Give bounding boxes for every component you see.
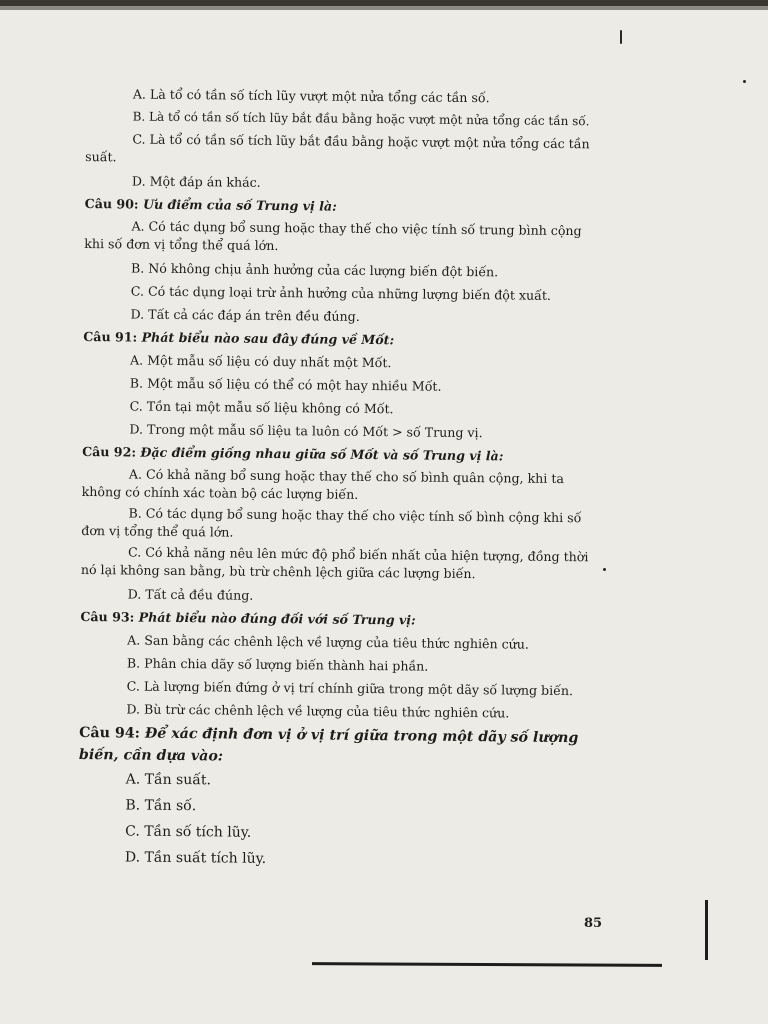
answer-a-91: A. Một mẫu số liệu có duy nhất một Mốt. [130, 352, 392, 371]
question-94-text: Để xác định đơn vị ở vị trí giữa trong một dãy số lượng biến, cần dựa vào: [78, 725, 579, 765]
question-92-label: Câu 92: [82, 443, 137, 460]
scan-speck [620, 30, 622, 44]
answer-c-93: C. Là lượng biến đứng ở vị trí chính giữa trong một dãy số lượng biến. [126, 678, 574, 699]
page-top-shadow [0, 6, 768, 10]
answer-c-91: C. Tồn tại một mẫu số liệu không có Mốt. [129, 398, 394, 417]
answer-c-90: C. Có tác dụng loại trừ ảnh hưởng của những lượng biến đột xuất. [130, 283, 552, 303]
question-93-text: Phát biểu nào đúng đối với số Trung vị: [138, 609, 416, 628]
question-90-text: Ưu điểm của số Trung vị là: [142, 196, 337, 214]
document-body [78, 82, 598, 875]
answer-d-93: D. Bù trừ các chênh lệch về lượng của tiêu thức nghiên cứu. [126, 701, 510, 721]
answer-a-89: A. Là tổ có tần số tích lũy vượt một nửa tổng các tần số. [132, 86, 490, 106]
answer-b-92: B. Có tác dụng bổ sung hoặc thay thế cho việc tính số bình cộng khi số đơn vị tổng thể quá lớn. [81, 505, 582, 540]
answer-b-89: B. Là tổ có tần số tích lũy bắt đầu bằng hoặc vượt một nửa tổng các tần số. [132, 109, 590, 129]
question-90-label: Câu 90: [84, 195, 139, 212]
answer-b-90: B. Nó không chịu ảnh hưởng của các lượng biến đột biến. [130, 260, 499, 280]
answer-c-92: C. Có khả năng nêu lên mức độ phổ biến nhất của hiện tượng, đồng thời nó lại không san bằng, bù trừ chênh lệch giữa các lượng biến. [80, 544, 589, 582]
answer-c-94: C. Tần số tích lũy. [125, 823, 252, 841]
question-91-text: Phát biểu nào sau đây đúng về Mốt: [141, 329, 395, 348]
question-91-label: Câu 91: [83, 328, 138, 345]
answer-d-92: D. Tất cả đều đúng. [127, 586, 254, 603]
answer-d-89: D. Một đáp án khác. [131, 173, 261, 190]
answer-b-93: B. Phân chia dãy số lượng biến thành hai phần. [126, 655, 429, 674]
page-number: 85 [584, 916, 603, 931]
answer-c-89: C. Là tổ có tần số tích lũy bắt đầu bằng hoặc vượt một nửa tổng các tần suất. [85, 131, 590, 165]
question-94-label: Câu 94: [79, 724, 140, 742]
question-90 [85, 192, 597, 220]
answer-d-91: D. Trong một mẫu số liệu ta luôn có Mốt > số Trung vị. [129, 421, 483, 441]
answer-b-94: B. Tần số. [125, 797, 197, 815]
answer-b-91: B. Một mẫu số liệu có thể có một hay nhiều Mốt. [129, 375, 442, 394]
scan-speck [603, 568, 606, 571]
answer-a-90: A. Có tác dụng bổ sung hoặc thay thế cho việc tính số trung bình cộng khi số đơn vị tổng thể quá lớn. [84, 218, 582, 254]
question-93-label: Câu 93: [80, 608, 135, 625]
answer-a-93: A. San bằng các chênh lệch về lượng của tiêu thức nghiên cứu. [127, 632, 530, 652]
answer-d-90: D. Tất cả các đáp án trên đều đúng. [130, 306, 360, 324]
question-92 [82, 440, 594, 468]
footer-rule [312, 962, 662, 967]
answer-a-92: A. Có khả năng bổ sung hoặc thay thế cho số bình quân cộng, khi ta không có chính xác toàn bộ các lượng biến. [81, 466, 565, 502]
question-94 [79, 722, 591, 771]
answer-d-94: D. Tần suất tích lũy. [124, 849, 267, 867]
scan-speck [743, 80, 746, 83]
margin-mark [705, 900, 708, 960]
question-92-text: Đặc điểm giống nhau giữa số Mốt và số Trung vị là: [140, 444, 504, 464]
answer-a-94: A. Tần suất. [125, 771, 212, 789]
